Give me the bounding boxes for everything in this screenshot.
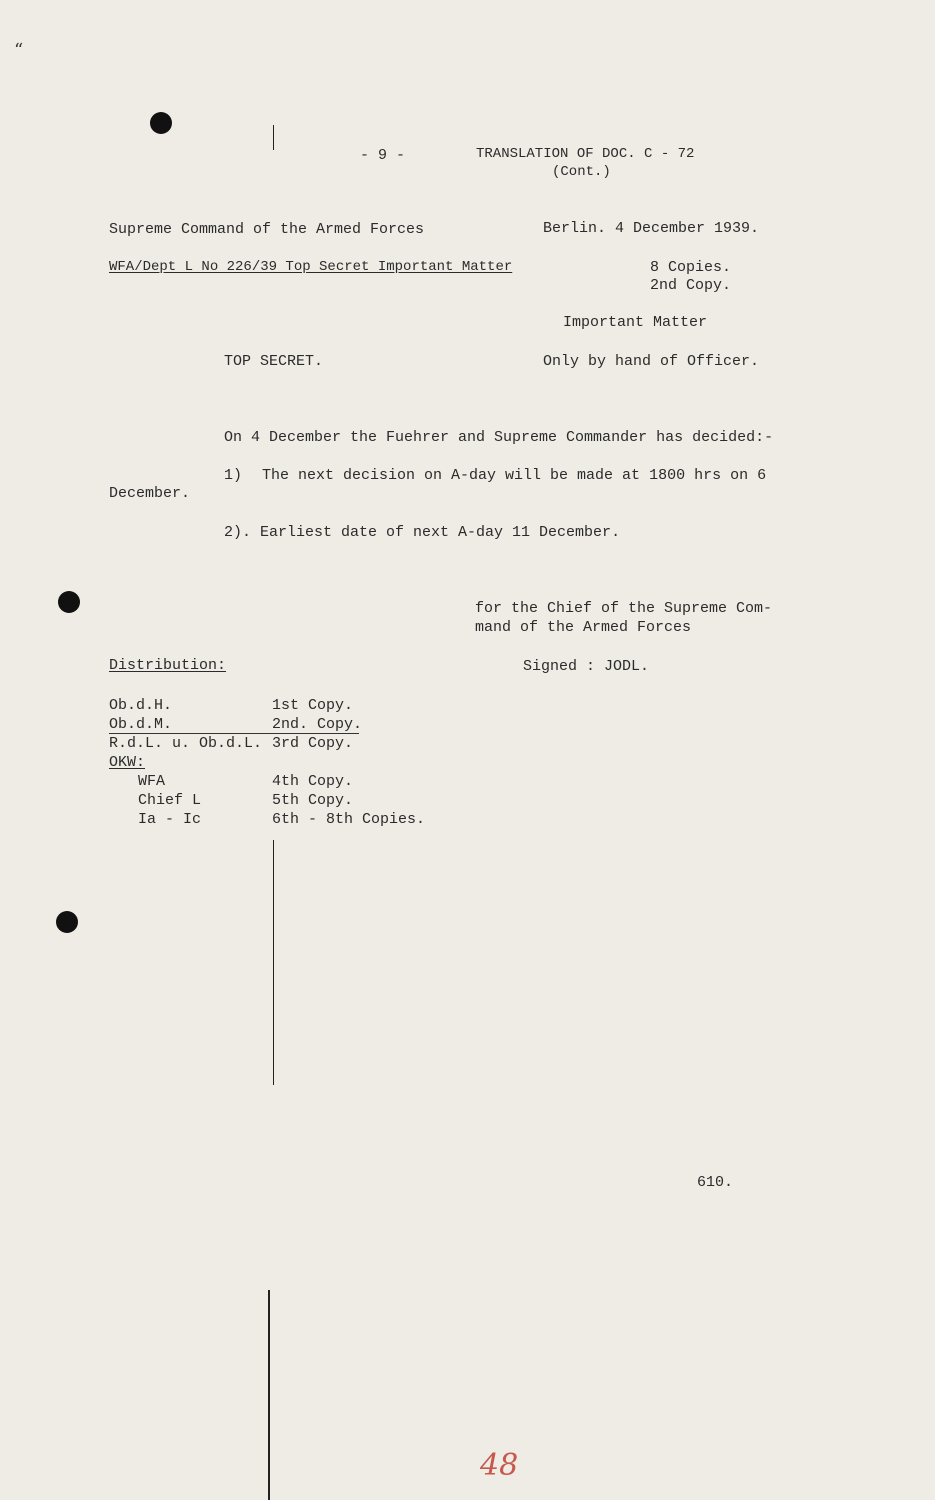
document-title-cont: (Cont.) [552,164,611,180]
copy-number: 2nd Copy. [650,277,732,294]
page-number: - 9 - [360,147,406,164]
distribution-recipient: R.d.L. u. Ob.d.L. [109,735,263,752]
place-date: Berlin. 4 December 1939. [543,220,760,237]
distribution-copy: 2nd. Copy. [272,716,363,733]
issuing-organization: Supreme Command of the Armed Forces [109,221,425,238]
document-number: 610. [697,1174,734,1191]
corner-mark: “ [14,40,24,61]
distribution-row [109,734,262,753]
handling-instruction: Only by hand of Officer. [543,353,760,370]
decision-intro: On 4 December the Fuehrer and Supreme Commander has decided:- [224,429,774,446]
fold-line-lower [268,1290,270,1500]
item-2-text: 2). Earliest date of next A-day 11 December. [224,524,621,541]
reference-number: WFA/Dept L No 226/39 Top Secret Important Matter [109,259,513,275]
distribution-copy: 4th Copy. [272,773,354,790]
punch-hole-middle [58,591,80,613]
distribution-row [109,696,172,715]
signature-for-line-1: for the Chief of the Supreme Com- [475,600,773,617]
distribution-copy: 1st Copy. [272,697,354,714]
distribution-recipient: Ia - Ic [138,811,202,828]
distribution-recipient: OKW: [109,754,146,771]
distribution-row [109,753,145,772]
distribution-heading: Distribution: [109,657,227,674]
distribution-row [138,791,201,810]
item-1-number: 1) [224,467,243,484]
important-matter: Important Matter [563,314,708,331]
copies-total: 8 Copies. [650,259,732,276]
fold-line-top [273,125,274,150]
distribution-row [138,810,201,829]
distribution-copy: 3rd Copy. [272,735,354,752]
item-1-text: The next decision on A-day will be made at 1800 hrs on 6 [262,467,767,484]
distribution-copy: 6th - 8th Copies. [272,811,426,828]
handwritten-page-number: 48 [480,1448,519,1483]
punch-hole-bottom [56,911,78,933]
distribution-row [109,715,172,734]
distribution-recipient: Ob.d.H. [109,697,173,714]
distribution-recipient: Chief L [138,792,202,809]
fold-line [273,840,274,1085]
distribution-recipient: WFA [138,773,166,790]
document-title: TRANSLATION OF DOC. C - 72 [476,146,695,162]
item-1-continuation: December. [109,485,191,502]
distribution-row [138,772,165,791]
top-secret-label: TOP SECRET. [224,353,324,370]
signature-for-line-2: mand of the Armed Forces [475,619,692,636]
signature: Signed : JODL. [523,658,650,675]
punch-hole-top [150,112,172,134]
distribution-recipient: Ob.d.M. [109,716,173,733]
distribution-copy: 5th Copy. [272,792,354,809]
